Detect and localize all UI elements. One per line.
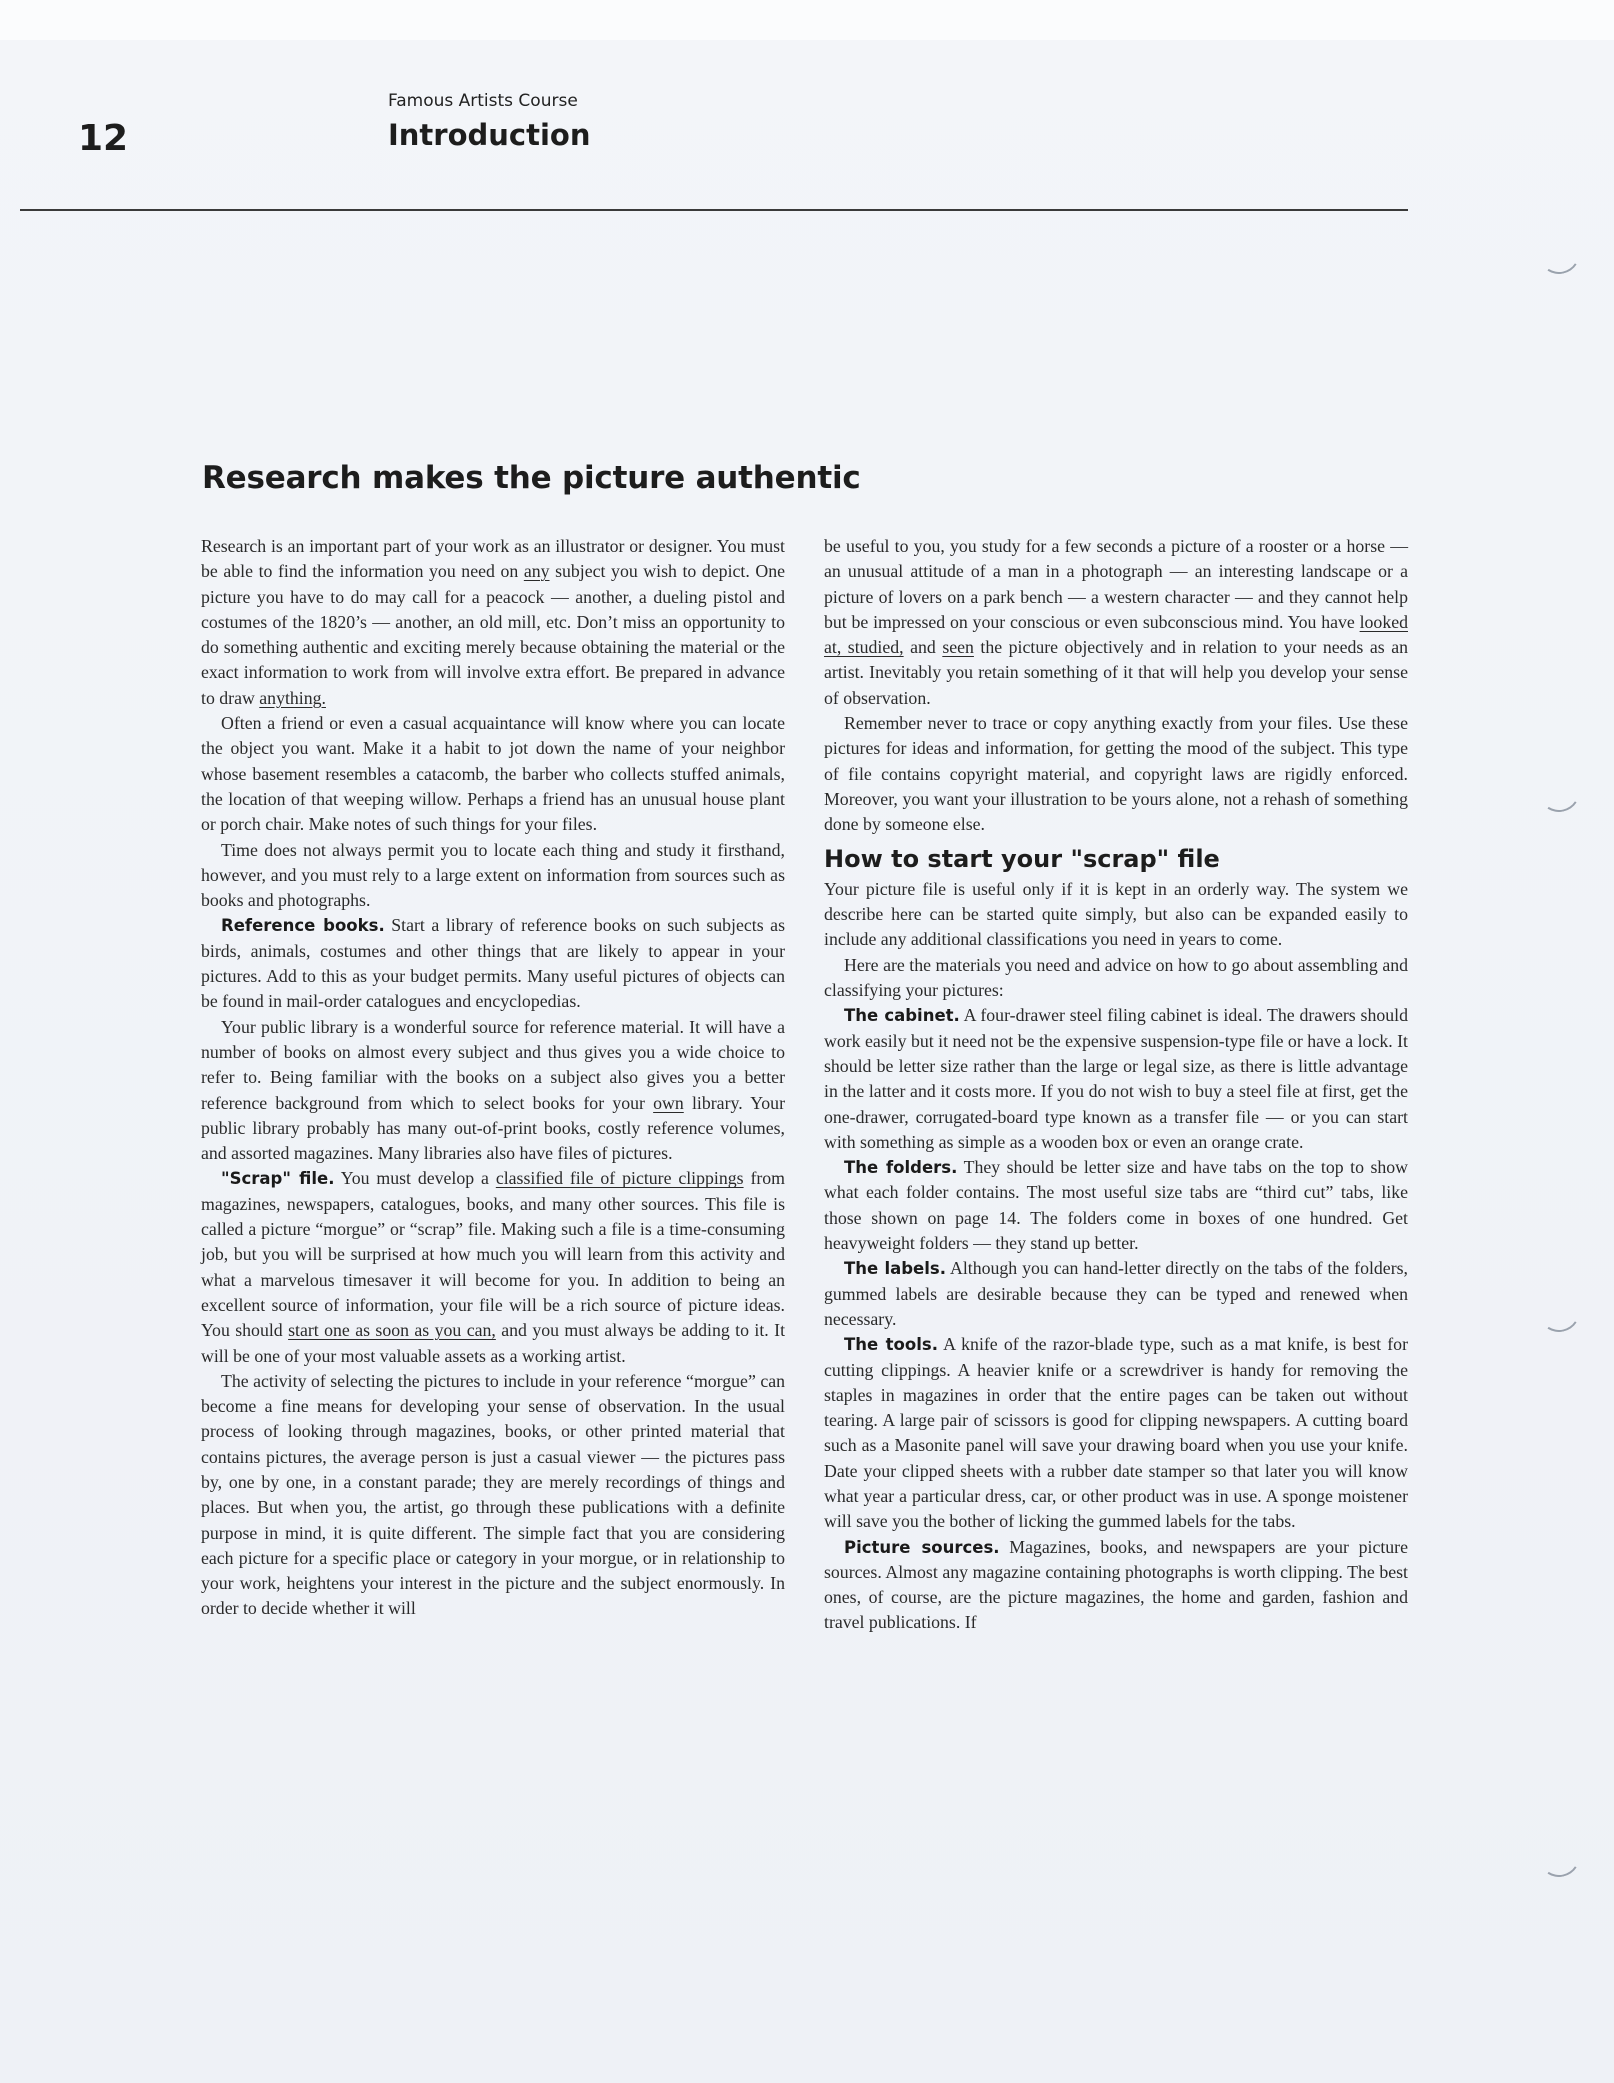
paragraph: [824, 534, 1408, 711]
paragraph: Here are the materials you need and advice on how to go about assembling and classifying your pictures:: [824, 954, 1408, 1001]
underlined-text: seen: [942, 637, 974, 658]
paragraph: Your picture file is useful only if it is kept in an orderly way. The system we describe here can be started quite simply, but also can be expanded easily to include any additional classifications you need in years to come.: [824, 878, 1408, 950]
text: and: [903, 637, 943, 658]
paragraph: The activity of selecting the pictures to include in your reference “morgue” can become a fine means for developing your sense of observation. In the usual process of looking through magazines, books, or other printed material that contains pictures, the average person is just a casual viewer — the pictures pass by, one by one, in a constant parade; they are merely recordings of things and places. But when you, the artist, go through these publications with a definite purpose in mind, it is quite different. The simple fact that you are considering each picture for a specific place or category in your morgue, or in relationship to your work, heightens your interest in the picture and the subject enormously. In order to decide whether it will: [201, 1370, 785, 1619]
paragraph: [824, 1003, 1408, 1155]
run-in-heading: Reference books.: [221, 916, 385, 936]
text: A four-drawer steel filing cabinet is ideal. The drawers should work easily but it need not be the expensive suspension-type file or have a lock. It should be letter size rather than the large or legal size, as there is little advantage in the latter and it costs more. If you do not wish to buy a steel file at first, get the one-drawer, corrugated-board type known as a transfer file — or you can start with something as simple as a wooden box or even an orange crate.: [824, 1005, 1408, 1152]
article-title: Research makes the picture authentic: [202, 460, 861, 496]
run-in-heading: The cabinet.: [844, 1006, 960, 1026]
course-name: Famous Artists Course: [388, 91, 578, 111]
run-in-heading: "Scrap" file.: [221, 1169, 335, 1189]
paragraph: Remember never to trace or copy anything exactly from your files. Use these pictures for ideas and information, for getting the mood of the subject. This type of file contains copyright material, and copyright laws are rigidly enforced. Moreover, you want your illustration to be yours alone, not a rehash of something done by someone else.: [824, 713, 1408, 835]
text: library. Your public library probably has many out-of-print books, costly reference volumes, and assorted magazines. Many libraries also have files of pictures.: [201, 1092, 785, 1164]
run-in-heading: The folders.: [844, 1158, 958, 1178]
binder-hole-icon: [1534, 1831, 1584, 1881]
text: Magazines, books, and newspapers are your picture sources. Almost any magazine containing photographs is worth clipping. The best ones, of course, are the picture magazines, the home and garden, fashion and travel publications. If: [824, 1536, 1408, 1633]
underlined-text: own: [653, 1092, 684, 1113]
binder-hole-icon: [1534, 228, 1584, 278]
paragraph: [824, 1256, 1408, 1332]
paragraph: [201, 1166, 785, 1368]
header-rule: [20, 209, 1408, 211]
text: A knife of the razor-blade type, such as a mat knife, is best for cutting clippings. A heavier knife or a screwdriver is handy for removing the staples in magazines in order that the entire pages can be taken out without tearing. A large pair of scissors is good for clipping newspapers. A cutting board such as a Masonite panel will save your drawing board when you use your knife. Date your clipped sheets with a rubber date stamper so that later you will know what year a particular dress, car, or other product was in use. A sponge moistener will save you the bother of licking the gummed labels for the tabs.: [824, 1334, 1408, 1532]
underlined-text: start one as soon as you can,: [288, 1320, 496, 1341]
run-in-heading: The labels.: [844, 1259, 946, 1279]
subsection-heading: How to start your "scrap" file: [824, 844, 1220, 873]
text: Start a library of reference books on such subjects as birds, animals, costumes and other things that are likely to appear in your pictures. Add to this as your budget permits. Many useful pictures of objects can be found in mail-order catalogues and encyclopedias.: [201, 915, 785, 1012]
scan-top-margin: [0, 0, 1614, 40]
section-title: Introduction: [388, 118, 591, 152]
text: be useful to you, you study for a few seconds a picture of a rooster or a horse — an unusual attitude of a man in a photograph — an interesting landscape or a picture of lovers on a park bench — a western character — and they cannot help but be impressed on your conscious or even subconscious mind. You have: [824, 536, 1408, 632]
binder-hole-icon: [1534, 766, 1584, 816]
run-in-heading: Picture sources.: [844, 1537, 1000, 1557]
page-number: 12: [78, 118, 129, 159]
text: Your public library is a wonderful source for reference material. It will have a number of books on almost every subject and thus gives you a wide choice to refer to. Being familiar with the books on a subject also gives you a better reference background from which to select books for your: [201, 1016, 785, 1113]
paragraph: Often a friend or even a casual acquaintance will know where you can locate the object you want. Make it a habit to jot down the name of your neighbor whose basement resembles a catacomb, the barber who collects stuffed animals, the location of that weeping willow. Perhaps a friend has an unusual house plant or porch chair. Make notes of such things for your files.: [201, 713, 785, 835]
underlined-text: any: [523, 561, 550, 582]
paragraph: [201, 913, 785, 1014]
underlined-text: anything.: [259, 687, 326, 708]
text: Research is an important part of your work as an illustrator or designer. You must be able to find the information you need on: [201, 536, 785, 582]
text: the picture objectively and in relation to your needs as an artist. Inevitably you retain something of it that will help you develop your sense of observation.: [824, 637, 1408, 708]
paragraph: Time does not always permit you to locate each thing and study it firsthand, however, and you must rely to a large extent on information from sources such as books and photographs.: [201, 839, 785, 911]
left-column: [201, 534, 785, 1622]
text: You must develop a: [334, 1168, 496, 1189]
text: Although you can hand-letter directly on the tabs of the folders, gummed labels are desirable because they can be typed and renewed when necessary.: [824, 1258, 1408, 1329]
paragraph: [201, 1015, 785, 1167]
underlined-text: classified file of picture clippings: [495, 1168, 744, 1189]
binder-hole-icon: [1534, 1286, 1584, 1336]
underlined-text: looked at, studied,: [824, 611, 1408, 658]
text: from magazines, newspapers, catalogues, books, and many other sources. This file is called a picture “morgue” or “scrap” file. Making such a file is a time-consuming job, but you will be surprised at how much you will learn from this activity and what a marvelous timesaver it will become for you. In addition to being an excellent source of information, your file will be a rich source of picture ideas. You should: [201, 1168, 786, 1341]
run-in-heading: The tools.: [844, 1335, 938, 1355]
paragraph: [201, 534, 785, 711]
paragraph: [824, 1535, 1408, 1636]
right-column: [824, 534, 1408, 1636]
text: subject you wish to depict. One picture you have to do may call for a peacock — another, a dueling pistol and costumes of the 1820’s — another, an old mill, etc. Don’t miss an opportunity to do something authentic and exciting merely because obtaining the material or the exact information to work from will involve extra effort. Be prepared in advance to draw: [201, 561, 785, 708]
paragraph: [824, 1155, 1408, 1256]
paragraph: [824, 1332, 1408, 1534]
text: and you must always be adding to it. It will be one of your most valuable assets as a working artist.: [201, 1320, 786, 1366]
text: They should be letter size and have tabs on the top to show what each folder contains. The most useful size tabs are “third cut” tabs, like those shown on page 14. The folders come in boxes of one hundred. Get heavyweight folders — they stand up better.: [824, 1157, 1409, 1254]
